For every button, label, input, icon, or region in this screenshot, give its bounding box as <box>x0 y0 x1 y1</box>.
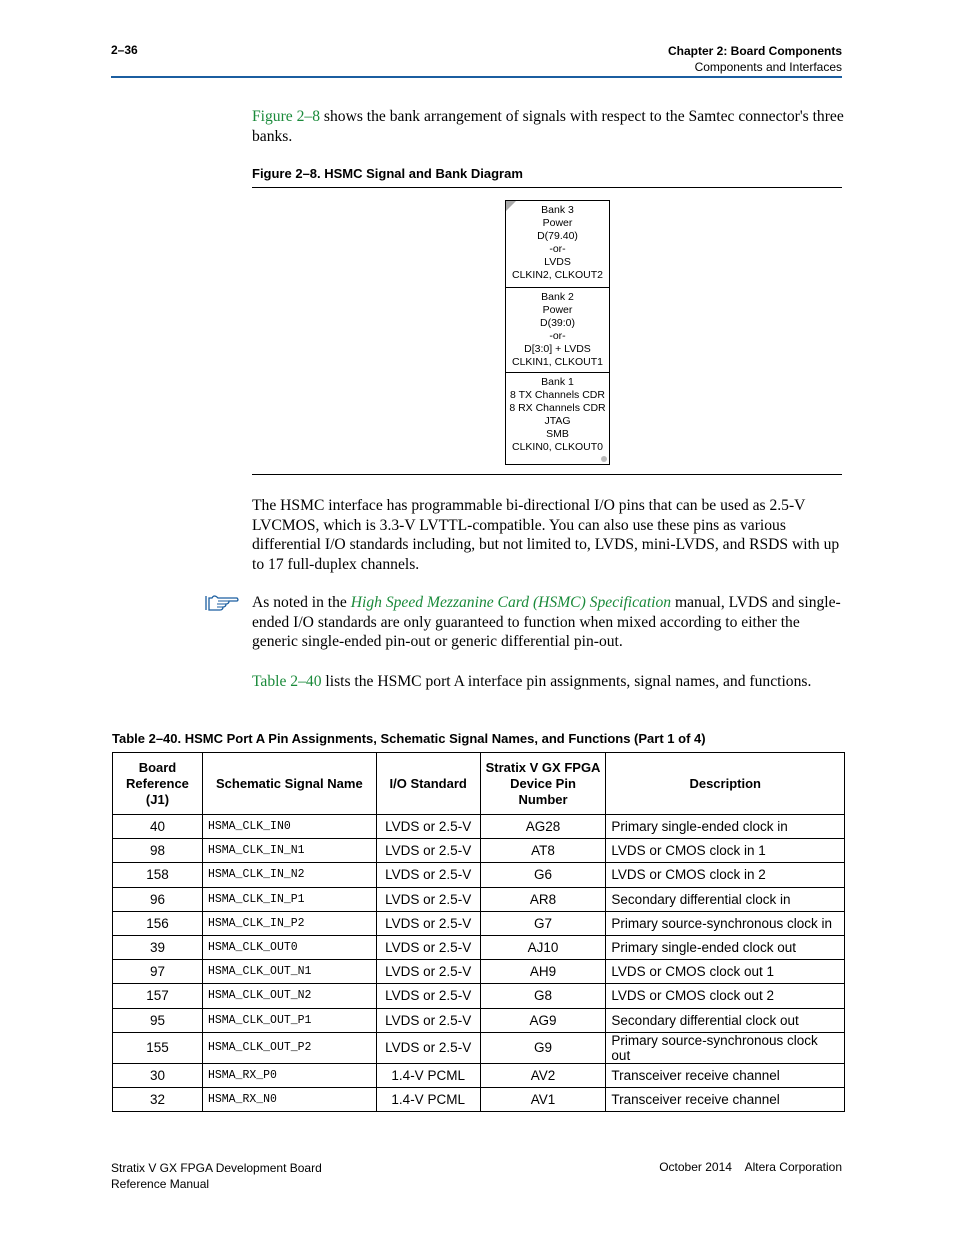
hsmc-spec-link[interactable]: High Speed Mezzanine Card (HSMC) Specification <box>350 594 672 611</box>
table-cell: LVDS or 2.5-V <box>376 863 480 887</box>
note-text: manual, LVDS and single-ended I/O standards are only guaranteed to function when mixed according to either the generic single-ended pin-out or generic differential pin-out. <box>252 594 841 650</box>
bank-line: Bank 3 <box>541 204 574 216</box>
table-cell: AH9 <box>480 960 606 984</box>
table-cell: 157 <box>113 984 203 1008</box>
bank-3-box <box>506 204 609 282</box>
table-cell: 156 <box>113 911 203 935</box>
note-text: As noted in the <box>252 594 351 611</box>
table-cell: HSMA_CLK_OUT0 <box>202 935 376 959</box>
table-intro-paragraph <box>252 672 844 692</box>
table-row <box>113 1087 845 1111</box>
table-cell: HSMA_CLK_IN_P2 <box>202 911 376 935</box>
column-header: Description <box>606 753 845 815</box>
table-cell: Primary single-ended clock in <box>606 815 845 839</box>
intro-text: shows the bank arrangement of signals with respect to the Samtec connector's three banks. <box>252 108 844 145</box>
table-cell: 158 <box>113 863 203 887</box>
table-cell: LVDS or CMOS clock in 1 <box>606 839 845 863</box>
bank-line: SMB <box>546 428 569 440</box>
table-cell: Transceiver receive channel <box>606 1063 845 1087</box>
bank-line: 8 RX Channels CDR <box>509 402 606 414</box>
bank-line: Power <box>542 217 573 229</box>
bank-line: LVDS <box>544 256 571 268</box>
table-cell: Primary source-synchronous clock in <box>606 911 845 935</box>
bank-line: Bank 2 <box>541 291 574 303</box>
table-cell: 30 <box>113 1063 203 1087</box>
page-number: 2–36 <box>111 43 138 57</box>
table-cell: Primary single-ended clock out <box>606 935 845 959</box>
table-row <box>113 839 845 863</box>
bank-line: Power <box>542 304 573 316</box>
table-row <box>113 1032 845 1063</box>
table-cell: HSMA_CLK_OUT_P2 <box>202 1032 376 1063</box>
figure-caption: Figure 2–8. HSMC Signal and Bank Diagram <box>252 166 523 181</box>
running-header <box>668 43 842 75</box>
table-cell: Secondary differential clock in <box>606 887 845 911</box>
bank-2-box <box>506 291 609 369</box>
bank-line: CLKIN0, CLKOUT0 <box>511 441 604 453</box>
bank-diagram <box>505 200 610 465</box>
column-header: Schematic Signal Name <box>202 753 376 815</box>
bank-line: CLKIN1, CLKOUT1 <box>511 356 604 368</box>
table-cell: Transceiver receive channel <box>606 1087 845 1111</box>
bank-line: D(39:0) <box>539 317 575 329</box>
table-cell: LVDS or 2.5-V <box>376 1008 480 1032</box>
table-cell: 98 <box>113 839 203 863</box>
table-cell: LVDS or 2.5-V <box>376 887 480 911</box>
table-row <box>113 984 845 1008</box>
table-cell: G7 <box>480 911 606 935</box>
table-row <box>113 1063 845 1087</box>
table-cell: AV1 <box>480 1087 606 1111</box>
table-cell: HSMA_CLK_IN_P1 <box>202 887 376 911</box>
table-cell: 1.4-V PCML <box>376 1063 480 1087</box>
table-caption: Table 2–40. HSMC Port A Pin Assignments, Schematic Signal Names, and Functions (Part 1 of 4) <box>112 731 706 746</box>
table-cell: LVDS or CMOS clock out 2 <box>606 984 845 1008</box>
figure-link[interactable]: Figure 2–8 <box>252 108 321 125</box>
table-cell: LVDS or 2.5-V <box>376 1032 480 1063</box>
table-cell: AR8 <box>480 887 606 911</box>
table-row <box>113 887 845 911</box>
table-cell: LVDS or 2.5-V <box>376 984 480 1008</box>
bank-line: D(79.40) <box>537 230 578 242</box>
table-row <box>113 935 845 959</box>
table-cell: 95 <box>113 1008 203 1032</box>
table-cell: 32 <box>113 1087 203 1111</box>
corner-marker <box>601 456 607 462</box>
table-cell: Primary source-synchronous clock out <box>606 1032 845 1063</box>
table-cell: LVDS or 2.5-V <box>376 911 480 935</box>
table-cell: LVDS or 2.5-V <box>376 960 480 984</box>
table-cell: 96 <box>113 887 203 911</box>
column-header: Stratix V GX FPGA Device Pin Number <box>480 753 606 815</box>
footer-document-title <box>111 1160 322 1192</box>
table-cell: LVDS or CMOS clock out 1 <box>606 960 845 984</box>
section-title: Components and Interfaces <box>694 60 842 74</box>
table-cell: HSMA_CLK_OUT_N1 <box>202 960 376 984</box>
table-intro-text: lists the HSMC port A interface pin assignments, signal names, and functions. <box>321 673 812 690</box>
bank-divider <box>506 372 609 373</box>
header-rule <box>111 76 842 78</box>
table-cell: LVDS or CMOS clock in 2 <box>606 863 845 887</box>
bank-line: -or- <box>549 243 566 255</box>
column-header: Board Reference (J1) <box>113 753 203 815</box>
table-cell: HSMA_CLK_OUT_N2 <box>202 984 376 1008</box>
table-cell: HSMA_CLK_IN0 <box>202 815 376 839</box>
table-cell: LVDS or 2.5-V <box>376 815 480 839</box>
table-row <box>113 815 845 839</box>
table-cell: AG9 <box>480 1008 606 1032</box>
table-cell: 155 <box>113 1032 203 1063</box>
table-cell: G8 <box>480 984 606 1008</box>
table-cell: AT8 <box>480 839 606 863</box>
table-cell: 97 <box>113 960 203 984</box>
pointing-hand-icon <box>204 592 240 612</box>
table-cell: AG28 <box>480 815 606 839</box>
table-cell: HSMA_CLK_IN_N1 <box>202 839 376 863</box>
table-cell: 40 <box>113 815 203 839</box>
bank-line: 8 TX Channels CDR <box>510 389 605 401</box>
table-link[interactable]: Table 2–40 <box>252 673 322 690</box>
bank-line: JTAG <box>544 415 571 427</box>
pin-assignment-table <box>112 752 845 1112</box>
bank-line: D[3:0] + LVDS <box>524 343 591 355</box>
table-row <box>113 863 845 887</box>
bank-1-box <box>506 376 609 454</box>
table-cell: HSMA_RX_P0 <box>202 1063 376 1087</box>
table-row <box>113 1008 845 1032</box>
table-cell: HSMA_CLK_IN_N2 <box>202 863 376 887</box>
table-row <box>113 960 845 984</box>
table-header-row <box>113 753 845 815</box>
figure-top-rule <box>252 187 842 188</box>
intro-paragraph <box>252 107 844 146</box>
table-cell: 39 <box>113 935 203 959</box>
bank-line: -or- <box>549 330 566 342</box>
bank-line: CLKIN2, CLKOUT2 <box>511 269 604 281</box>
table-cell: LVDS or 2.5-V <box>376 935 480 959</box>
table-cell: G6 <box>480 863 606 887</box>
table-cell: HSMA_CLK_OUT_P1 <box>202 1008 376 1032</box>
footer-line: Stratix V GX FPGA Development Board <box>111 1161 322 1175</box>
bank-line: Bank 1 <box>541 376 574 388</box>
table-cell: LVDS or 2.5-V <box>376 839 480 863</box>
table-row <box>113 911 845 935</box>
table-cell: Secondary differential clock out <box>606 1008 845 1032</box>
table-cell: HSMA_RX_N0 <box>202 1087 376 1111</box>
table-cell: AJ10 <box>480 935 606 959</box>
chapter-title: Chapter 2: Board Components <box>667 44 842 58</box>
column-header: I/O Standard <box>376 753 480 815</box>
note-paragraph <box>252 593 844 652</box>
table-cell: AV2 <box>480 1063 606 1087</box>
bank-divider <box>506 287 609 288</box>
footer-date-company: October 2014 Altera Corporation <box>659 1160 842 1174</box>
table-cell: G9 <box>480 1032 606 1063</box>
figure-bottom-rule <box>252 474 842 475</box>
hsmc-paragraph: The HSMC interface has programmable bi-directional I/O pins that can be used as 2.5-V LVCMOS, which is 3.3-V LVTTL-compatible. You can also use these pins as various differential I/O standards including, but not limited to, LVDS, mini-LVDS, and RSDS with up to 17 full-duplex channels. <box>252 497 840 573</box>
footer-line: Reference Manual <box>111 1177 210 1191</box>
table-cell: 1.4-V PCML <box>376 1087 480 1111</box>
